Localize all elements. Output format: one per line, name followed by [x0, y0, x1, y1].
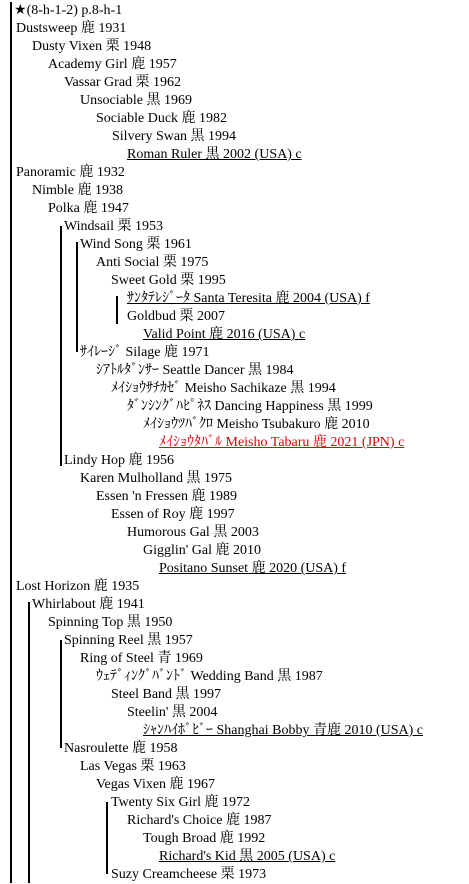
list-item: Windsail 栗 1953	[64, 219, 163, 234]
list-item: Karen Mulholland 黒 1975	[80, 471, 233, 486]
list-item: Lost Horizon 鹿 1935	[16, 579, 140, 594]
list-item: ﾒｲｼｮｳﾂﾊﾞｸﾛ Meisho Tsubakuro 鹿 2010	[143, 417, 370, 432]
list-item: Nimble 鹿 1938	[32, 183, 123, 198]
tree-line-goldbud	[116, 296, 118, 324]
list-item: Ring of Steel 青 1969	[80, 651, 203, 666]
list-item: Steelin' 黒 2004	[127, 705, 218, 720]
tree-line-windsail	[60, 226, 62, 466]
list-item: Polka 鹿 1947	[48, 201, 129, 216]
list-item: ﾒｲｼｮｳｻﾁｶｾﾞ Meisho Sachikaze 黒 1994	[111, 381, 336, 396]
list-item: Lindy Hop 鹿 1956	[64, 453, 175, 468]
page-header	[14, 2, 122, 20]
list-item: Humorous Gal 黒 2003	[127, 525, 259, 540]
list-item: Suzy Creamcheese 栗 1973	[111, 867, 267, 882]
list-item: Las Vegas 栗 1963	[80, 759, 186, 774]
tree-line-windsong	[76, 242, 78, 352]
list-item: Academy Girl 鹿 1957	[48, 57, 177, 72]
list-item: Gigglin' Gal 鹿 2010	[143, 543, 262, 558]
list-item: Vassar Grad 栗 1962	[64, 75, 182, 90]
list-item: Valid Point 鹿 2016 (USA) c	[143, 327, 306, 342]
list-item: ｼｱﾄﾙﾀﾞﾝｻｰ Seattle Dancer 黒 1984	[96, 363, 294, 378]
list-item: Essen 'n Fressen 鹿 1989	[96, 489, 237, 504]
list-item: Dusty Vixen 栗 1948	[32, 39, 152, 54]
list-item: Essen of Roy 鹿 1997	[111, 507, 235, 522]
list-item: Silvery Swan 黒 1994	[112, 129, 237, 144]
list-item: Roman Ruler 黒 2002 (USA) c	[127, 147, 302, 162]
list-item: Unsociable 黒 1969	[80, 93, 192, 108]
list-item: ｼｬﾝﾊｲﾎﾞﾋﾞｰ Shanghai Bobby 青鹿 2010 (USA) c	[143, 723, 423, 738]
star-icon: ★	[14, 3, 27, 18]
list-item: Spinning Top 黒 1950	[48, 615, 173, 630]
tree-line-whirlabout	[28, 602, 30, 883]
list-item: Sweet Gold 栗 1995	[111, 273, 226, 288]
list-item-highlight: ﾒｲｼｮｳﾀﾊﾞﾙ Meisho Tabaru 鹿 2021 (JPN) c	[159, 435, 405, 450]
list-item: Wind Song 栗 1961	[80, 237, 192, 252]
list-item: ﾀﾞﾝｼﾝｸﾞﾊﾋﾟﾈｽ Dancing Happiness 黒 1999	[127, 399, 373, 414]
list-item: Positano Sunset 鹿 2020 (USA) f	[159, 561, 347, 576]
list-item: Richard's Choice 鹿 1987	[127, 813, 272, 828]
tree-line-twenty-six-girl	[106, 802, 108, 874]
list-item: Goldbud 栗 2007	[127, 309, 225, 324]
list-item: Spinning Reel 黒 1957	[64, 633, 193, 648]
list-item: Sociable Duck 鹿 1982	[96, 111, 228, 126]
list-item: Steel Band 黒 1997	[111, 687, 222, 702]
list-item: ｻｲﾚｰｼﾞ Silage 鹿 1971	[80, 345, 210, 360]
tree-line-root	[10, 2, 12, 883]
list-item: Dustsweep 鹿 1931	[16, 21, 127, 36]
list-item: Twenty Six Girl 鹿 1972	[111, 795, 251, 810]
list-item: Tough Broad 鹿 1992	[143, 831, 266, 846]
list-item: Panoramic 鹿 1932	[16, 165, 125, 180]
list-item: Anti Social 栗 1975	[96, 255, 209, 270]
list-item: Nasroulette 鹿 1958	[64, 741, 178, 756]
list-item: Richard's Kid 黒 2005 (USA) c	[159, 849, 336, 864]
list-item: ｻﾝﾀﾃﾚｼﾞｰﾀ Santa Teresita 鹿 2004 (USA) f	[127, 291, 370, 306]
page-title: (8-h-1-2) p.8-h-1	[26, 3, 123, 18]
tree-line-spinning-reel	[60, 640, 62, 748]
list-item: ｳｪﾃﾞｨﾝｸﾞﾊﾞﾝﾄﾞ Wedding Band 黒 1987	[96, 669, 323, 684]
list-item: Whirlabout 鹿 1941	[32, 597, 145, 612]
list-item: Vegas Vixen 鹿 1967	[96, 777, 216, 792]
